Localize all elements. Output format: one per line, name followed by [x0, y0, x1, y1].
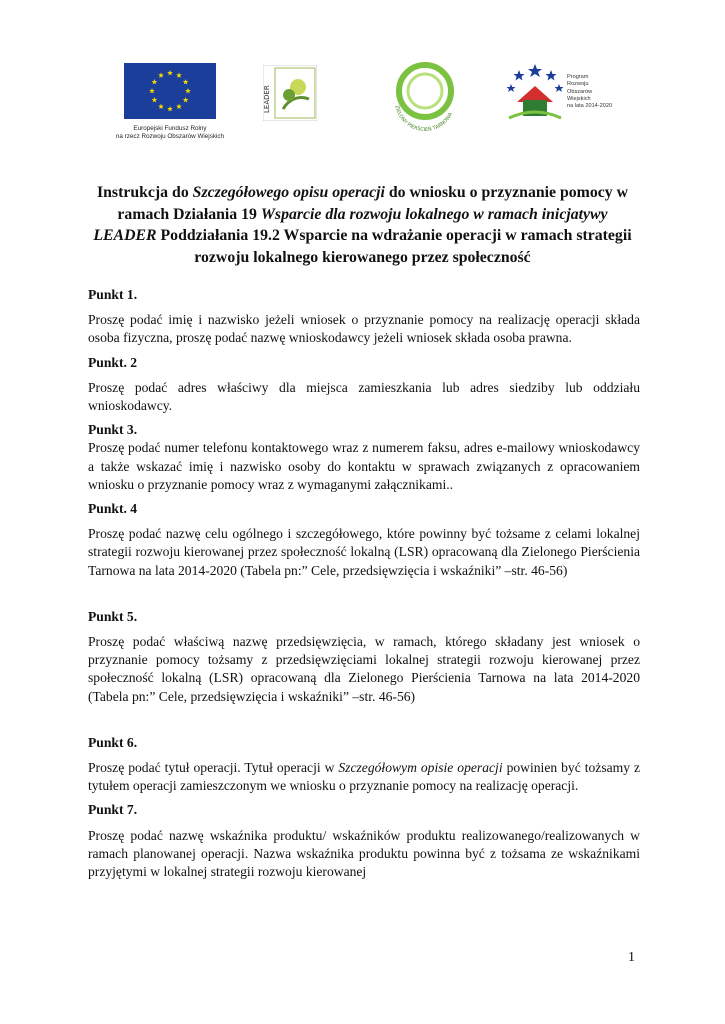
section-heading-3: Punkt 3.	[88, 422, 138, 438]
page-number: 1	[628, 950, 635, 965]
eu-flag-icon	[124, 63, 216, 119]
section-text-6a: Proszę podać tytuł operacji. Tytuł operacji w	[88, 760, 339, 776]
eu-caption-line2: na rzecz Rozwoju Obszarów Wiejskich	[115, 133, 225, 140]
prow-line-3: Obszarów	[567, 88, 593, 95]
leader-logo	[263, 65, 317, 121]
eu-logo	[105, 63, 235, 141]
leader-icon	[263, 65, 317, 121]
prow-text	[567, 74, 612, 110]
section-text-6	[88, 759, 640, 795]
eu-star-icon	[183, 79, 189, 84]
eu-star-icon	[167, 106, 173, 111]
eu-star-icon	[176, 72, 182, 77]
section-heading-4: Punkt. 4	[88, 501, 138, 517]
eu-star-icon	[176, 104, 182, 109]
document-body	[88, 286, 640, 887]
title-part-5: Poddziałania 19.2 Wsparcie na wdrażanie operacji w ramach strategii rozwoju lokalnego kierowanego przez społeczność	[156, 227, 632, 266]
section-heading-6: Punkt 6.	[88, 734, 138, 750]
title-part-4: Wsparcie dla rozwoju lokalnego w ramach inicjatywy LEADER	[93, 205, 608, 244]
section-heading-2: Punkt. 2	[88, 354, 138, 370]
eu-caption-line1: Europejski Fundusz Rolny	[133, 125, 207, 132]
eu-star-icon	[167, 70, 173, 75]
eu-stars	[124, 63, 216, 119]
green-ring-icon	[385, 57, 465, 135]
eu-star-icon	[183, 97, 189, 102]
title-part-2: Szczegółowego opisu operacji	[192, 184, 385, 201]
section-text-5: Proszę podać właściwą nazwę przedsięwzięcia, w ramach, którego składany jest wniosek o przyznanie pomocy tożsamy z przedsięwzięciami lokalnej strategii rozwoju kierowanej przez społeczność lokalną (LSR) opracowaną dla Zielonego Pierścienia Tarnowa na lata 2014-2020 (Tabela pn:” Cele, przedsięwzięcia i wskaźniki” –str. 46-56)	[88, 634, 640, 704]
eu-star-icon	[149, 88, 155, 93]
eu-star-icon	[185, 88, 191, 93]
prow-logo	[505, 60, 645, 130]
section-heading-1: Punkt 1.	[88, 287, 138, 302]
section-text-7: Proszę podać nazwę wskaźnika produktu/ wskaźników produktu realizowanego/realizowanych w ramach planowanej operacji. Nazwa wskaźnika produktu powinna być z tożsama ze wskaźnikami przyjętymi w lokalnej strategii rozwoju kierowanej	[88, 827, 640, 880]
logo-bar	[0, 55, 725, 145]
prow-line-1: Program	[567, 74, 589, 80]
eu-caption	[105, 125, 235, 141]
prow-line-5: na lata 2014-2020	[567, 103, 613, 110]
eu-star-icon	[158, 72, 164, 77]
section-text-6c: powinien być tożsamy z tytułem operacji zamieszczonym we wniosku o przyznanie pomocy na realizację operacji.	[88, 760, 641, 794]
spacer	[88, 586, 640, 608]
eu-star-icon	[152, 97, 158, 102]
prow-icon	[505, 60, 565, 122]
section-heading-5: Punkt 5.	[88, 608, 138, 624]
spacer	[88, 712, 640, 734]
title-part-1: Instrukcja do	[96, 184, 193, 201]
document-title	[90, 182, 635, 268]
eu-star-icon	[158, 104, 164, 109]
section-text-1: Proszę podać imię i nazwisko jeżeli wniosek o przyznanie pomocy na realizację operacji składa osoba fizyczna, proszę podać nazwę wnioskodawcy jeżeli wniosek składa osoba prawna.	[88, 312, 640, 346]
section-text-2: Proszę podać adres właściwy dla miejsca zamieszkania lub adres siedziby lub oddziału wnioskodawcy.	[88, 379, 640, 414]
prow-line-4: Wiejskich	[567, 95, 591, 102]
section-text-3: Proszę podać numer telefonu kontaktowego wraz z numerem faksu, adres e-mailowy wnioskodawcy a także wskazać imię i nazwisko osoby do kontaktu w sprawach związanych z opracowaniem wniosku o przyznanie pomocy wraz z wymaganymi załącznikami..	[88, 440, 640, 492]
lgd-logo	[385, 57, 465, 135]
section-heading-7: Punkt 7.	[88, 802, 138, 818]
section-text-4: Proszę podać nazwę celu ogólnego i szczegółowego, które powinny być tożsame z celami lokalnej strategii rozwoju kierowanej przez społeczność lokalną (LSR) opracowaną dla Zielonego Pierścienia Tarnowa na lata 2014-2020 (Tabela pn:” Cele, przedsięwzięcia i wskaźniki” –str. 46-56)	[88, 526, 640, 578]
leader-text: LEADER	[263, 85, 271, 113]
eu-star-icon	[152, 79, 158, 84]
lgd-text-path: ZIELONY PIERŚCIEŃ TARNOWA	[393, 104, 454, 134]
title-part-3: do wniosku o przyznanie pomocy w ramach Działania 19	[117, 184, 628, 223]
section-text-6b: Szczegółowym opisie operacji	[338, 760, 503, 776]
prow-line-2: Rozwoju	[567, 81, 589, 88]
